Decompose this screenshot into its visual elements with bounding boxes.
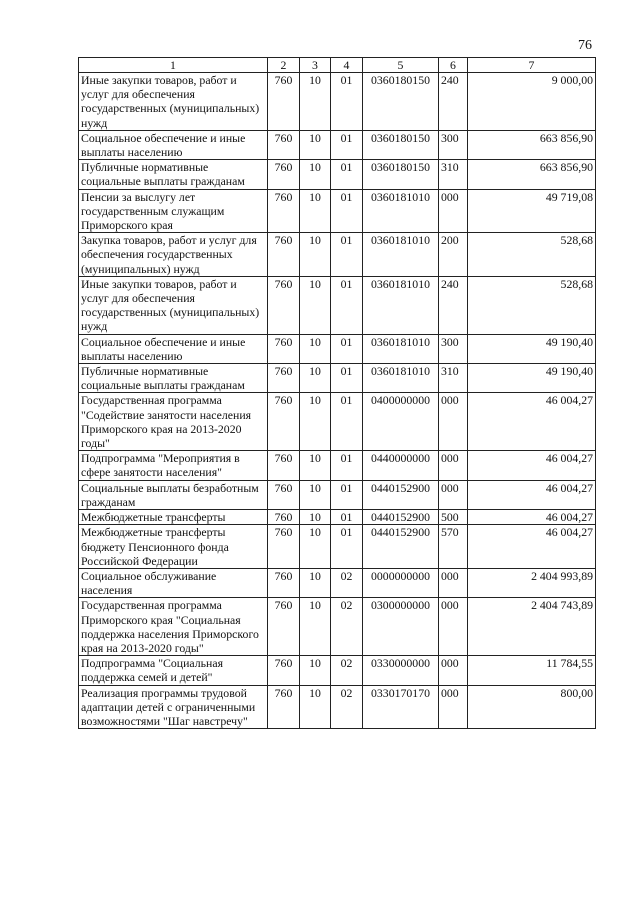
- table-row: [79, 276, 596, 334]
- row-subsection-code: 01: [331, 130, 363, 159]
- row-target-code: 0360180150: [363, 160, 439, 189]
- row-expense-type-code: 300: [439, 334, 468, 363]
- row-ved-code: 760: [268, 233, 300, 277]
- row-section-code: 10: [300, 189, 331, 233]
- header-col-3: 3: [300, 58, 331, 73]
- row-section-code: 10: [300, 130, 331, 159]
- row-amount: 663 856,90: [468, 160, 596, 189]
- row-ved-code: 760: [268, 276, 300, 334]
- row-name: Социальное обеспечение и иные выплаты населению: [79, 130, 268, 159]
- row-target-code: 0330000000: [363, 656, 439, 685]
- budget-table: [78, 57, 596, 729]
- row-expense-type-code: 000: [439, 656, 468, 685]
- row-expense-type-code: 000: [439, 480, 468, 509]
- row-amount: 49 190,40: [468, 334, 596, 363]
- row-ved-code: 760: [268, 510, 300, 525]
- row-expense-type-code: 500: [439, 510, 468, 525]
- row-target-code: 0440152900: [363, 525, 439, 569]
- row-section-code: 10: [300, 598, 331, 656]
- row-subsection-code: 02: [331, 656, 363, 685]
- row-target-code: 0360180150: [363, 73, 439, 131]
- row-section-code: 10: [300, 276, 331, 334]
- row-name: Закупка товаров, работ и услуг для обеспечения государственных (муниципальных) нужд: [79, 233, 268, 277]
- row-amount: 46 004,27: [468, 480, 596, 509]
- row-name: Социальные выплаты безработным гражданам: [79, 480, 268, 509]
- row-section-code: 10: [300, 160, 331, 189]
- row-ved-code: 760: [268, 393, 300, 451]
- row-target-code: 0360181010: [363, 233, 439, 277]
- row-name: Социальное обеспечение и иные выплаты населению: [79, 334, 268, 363]
- row-section-code: 10: [300, 525, 331, 569]
- row-amount: 46 004,27: [468, 393, 596, 451]
- row-ved-code: 760: [268, 568, 300, 597]
- row-name: Государственная программа "Содействие занятости населения Приморского края на 2013-2020 годы": [79, 393, 268, 451]
- table-row: [79, 525, 596, 569]
- row-subsection-code: 01: [331, 525, 363, 569]
- row-section-code: 10: [300, 510, 331, 525]
- row-name: Иные закупки товаров, работ и услуг для обеспечения государственных (муниципальных) нужд: [79, 73, 268, 131]
- row-section-code: 10: [300, 685, 331, 729]
- table-row: [79, 233, 596, 277]
- table-row: [79, 451, 596, 480]
- row-target-code: 0360181010: [363, 189, 439, 233]
- row-target-code: 0360181010: [363, 334, 439, 363]
- table-row: [79, 598, 596, 656]
- row-expense-type-code: 000: [439, 568, 468, 597]
- row-ved-code: 760: [268, 130, 300, 159]
- header-col-7: 7: [468, 58, 596, 73]
- row-expense-type-code: 570: [439, 525, 468, 569]
- row-ved-code: 760: [268, 334, 300, 363]
- row-section-code: 10: [300, 451, 331, 480]
- row-amount: 2 404 743,89: [468, 598, 596, 656]
- table-row: [79, 568, 596, 597]
- row-name: Подпрограмма "Мероприятия в сфере занятости населения": [79, 451, 268, 480]
- row-expense-type-code: 000: [439, 393, 468, 451]
- row-target-code: 0000000000: [363, 568, 439, 597]
- row-name: Публичные нормативные социальные выплаты гражданам: [79, 364, 268, 393]
- row-expense-type-code: 200: [439, 233, 468, 277]
- row-subsection-code: 01: [331, 160, 363, 189]
- table-row: [79, 364, 596, 393]
- row-expense-type-code: 300: [439, 130, 468, 159]
- row-ved-code: 760: [268, 525, 300, 569]
- table-row: [79, 334, 596, 363]
- row-ved-code: 760: [268, 73, 300, 131]
- table-row: [79, 656, 596, 685]
- row-amount: 49 190,40: [468, 364, 596, 393]
- table-row: [79, 160, 596, 189]
- table-row: [79, 130, 596, 159]
- row-name: Межбюджетные трансферты: [79, 510, 268, 525]
- table-header-row: [79, 58, 596, 73]
- row-section-code: 10: [300, 73, 331, 131]
- row-ved-code: 760: [268, 480, 300, 509]
- page-number: 76: [578, 38, 592, 53]
- row-amount: 528,68: [468, 233, 596, 277]
- row-section-code: 10: [300, 364, 331, 393]
- row-ved-code: 760: [268, 160, 300, 189]
- row-subsection-code: 01: [331, 451, 363, 480]
- row-subsection-code: 01: [331, 276, 363, 334]
- row-ved-code: 760: [268, 364, 300, 393]
- row-target-code: 0440152900: [363, 480, 439, 509]
- row-ved-code: 760: [268, 189, 300, 233]
- row-target-code: 0360181010: [363, 276, 439, 334]
- row-ved-code: 760: [268, 656, 300, 685]
- row-section-code: 10: [300, 393, 331, 451]
- header-col-5: 5: [363, 58, 439, 73]
- table-row: [79, 685, 596, 729]
- row-section-code: 10: [300, 233, 331, 277]
- row-target-code: 0360180150: [363, 130, 439, 159]
- row-name: Публичные нормативные социальные выплаты гражданам: [79, 160, 268, 189]
- row-name: Межбюджетные трансферты бюджету Пенсионного фонда Российской Федерации: [79, 525, 268, 569]
- row-target-code: 0400000000: [363, 393, 439, 451]
- header-col-1: 1: [79, 58, 268, 73]
- row-subsection-code: 01: [331, 393, 363, 451]
- row-name: Государственная программа Приморского края "Социальная поддержка населения Приморского края на 2013-2020 годы": [79, 598, 268, 656]
- row-section-code: 10: [300, 656, 331, 685]
- header-col-4: 4: [331, 58, 363, 73]
- row-amount: 46 004,27: [468, 451, 596, 480]
- row-section-code: 10: [300, 568, 331, 597]
- row-amount: 528,68: [468, 276, 596, 334]
- row-ved-code: 760: [268, 451, 300, 480]
- row-amount: 800,00: [468, 685, 596, 729]
- row-amount: 663 856,90: [468, 130, 596, 159]
- row-section-code: 10: [300, 480, 331, 509]
- row-subsection-code: 01: [331, 73, 363, 131]
- row-target-code: 0440152900: [363, 510, 439, 525]
- row-expense-type-code: 310: [439, 160, 468, 189]
- row-expense-type-code: 240: [439, 276, 468, 334]
- row-subsection-code: 01: [331, 233, 363, 277]
- row-expense-type-code: 000: [439, 685, 468, 729]
- row-subsection-code: 02: [331, 685, 363, 729]
- row-name: Подпрограмма "Социальная поддержка семей и детей": [79, 656, 268, 685]
- row-target-code: 0330170170: [363, 685, 439, 729]
- row-amount: 9 000,00: [468, 73, 596, 131]
- row-ved-code: 760: [268, 598, 300, 656]
- row-expense-type-code: 000: [439, 189, 468, 233]
- table-row: [79, 480, 596, 509]
- row-subsection-code: 01: [331, 334, 363, 363]
- header-col-2: 2: [268, 58, 300, 73]
- row-name: Иные закупки товаров, работ и услуг для обеспечения государственных (муниципальных) нужд: [79, 276, 268, 334]
- row-subsection-code: 01: [331, 189, 363, 233]
- row-expense-type-code: 240: [439, 73, 468, 131]
- row-name: Социальное обслуживание населения: [79, 568, 268, 597]
- row-target-code: 0360181010: [363, 364, 439, 393]
- row-subsection-code: 01: [331, 480, 363, 509]
- row-target-code: 0440000000: [363, 451, 439, 480]
- row-amount: 2 404 993,89: [468, 568, 596, 597]
- row-amount: 46 004,27: [468, 510, 596, 525]
- row-target-code: 0300000000: [363, 598, 439, 656]
- table-row: [79, 189, 596, 233]
- row-section-code: 10: [300, 334, 331, 363]
- row-expense-type-code: 310: [439, 364, 468, 393]
- row-subsection-code: 01: [331, 364, 363, 393]
- row-expense-type-code: 000: [439, 451, 468, 480]
- header-col-6: 6: [439, 58, 468, 73]
- row-amount: 11 784,55: [468, 656, 596, 685]
- row-subsection-code: 02: [331, 568, 363, 597]
- row-name: Реализация программы трудовой адаптации детей с ограниченными возможностями "Шаг навстречу": [79, 685, 268, 729]
- row-name: Пенсии за выслугу лет государственным служащим Приморского края: [79, 189, 268, 233]
- row-subsection-code: 02: [331, 598, 363, 656]
- row-expense-type-code: 000: [439, 598, 468, 656]
- table-row: [79, 73, 596, 131]
- row-amount: 46 004,27: [468, 525, 596, 569]
- row-subsection-code: 01: [331, 510, 363, 525]
- row-amount: 49 719,08: [468, 189, 596, 233]
- row-ved-code: 760: [268, 685, 300, 729]
- table-row: [79, 393, 596, 451]
- table-row: [79, 510, 596, 525]
